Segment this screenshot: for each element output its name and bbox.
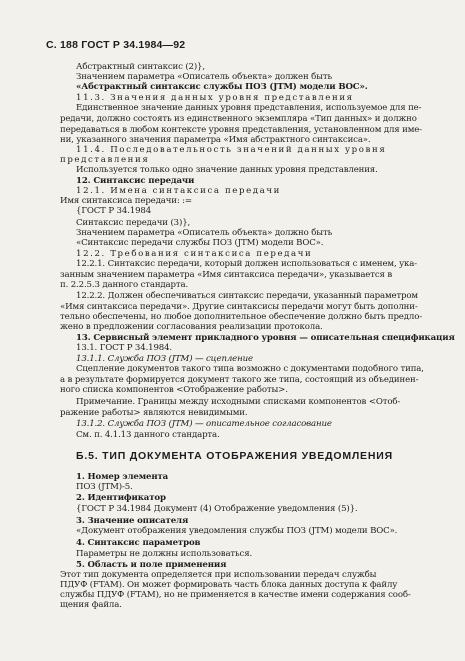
note-line: ражение работы> являются невидимыми. bbox=[60, 408, 248, 418]
subsection-heading: 11.4. Последовательность значений данных уровня bbox=[76, 145, 387, 155]
text-line: ПОЗ (JTM)-5. bbox=[76, 482, 133, 492]
subsection-heading: 11.3. Значения данных уровня представления bbox=[76, 93, 354, 103]
appendix-section-heading: Б.5. ТИП ДОКУМЕНТА ОТОБРАЖЕНИЯ УВЕДОМЛЕНИЯ bbox=[76, 450, 393, 462]
text-line: Значением параметра «Описатель объекта» должно быть bbox=[76, 228, 333, 238]
text-line: 12.2.2. Должен обеспечиваться синтаксис передачи, указанный параметром bbox=[76, 291, 418, 301]
page-header: С. 188 ГОСТ Р 34.1984—92 bbox=[46, 39, 186, 51]
text-line: «Синтаксис передачи службы ПОЗ (JTM) модели ВОС». bbox=[76, 238, 324, 248]
item-heading: 3. Значение описателя bbox=[76, 516, 189, 526]
text-line: Сцепление документов такого типа возможно с документами подобного типа, bbox=[76, 364, 424, 374]
subsection-heading: 13.1.2. Служба ПОЗ (JTM) — описательное согласование bbox=[76, 419, 332, 429]
text-line: См. п. 4.1.13 данного стандарта. bbox=[76, 430, 220, 440]
text-line: ПДУФ (FTAM). Он может формировать часть блока данных доступа к файлу bbox=[60, 580, 398, 590]
text-line: Имя синтаксиса передачи: := bbox=[60, 196, 192, 206]
text-line: 13.1. ГОСТ Р 34.1984. bbox=[76, 343, 173, 353]
text-line: Синтаксис передачи (3)}, bbox=[76, 218, 191, 228]
text-line: {ГОСТ Р 34.1984 Документ (4) Отображение уведомления (5)}. bbox=[76, 504, 358, 514]
section-heading: 13. Сервисный элемент прикладного уровня — описательная спецификация bbox=[76, 333, 455, 343]
text-line: ного списка компонентов <Отображение работы>. bbox=[60, 385, 288, 395]
section-heading: 12. Синтаксис передачи bbox=[76, 176, 195, 186]
item-heading: 1. Номер элемента bbox=[76, 472, 169, 482]
subsection-heading: 13.1.1. Служба ПОЗ (JTM) — сцепление bbox=[76, 354, 253, 364]
text-line: «Имя синтаксиса передачи». Другие синтаксисы передачи могут быть дополни- bbox=[60, 302, 418, 312]
text-line: службы ПДУФ (FTAM), но не применяется в качестве имени содержания сооб- bbox=[60, 590, 411, 600]
text-line: Абстрактный синтаксис (2)}, bbox=[76, 62, 205, 72]
text-line: передаваться в любом контексте уровня представления, установленном для име- bbox=[60, 125, 422, 135]
text-line: «Документ отображения уведомления службы ПОЗ (JTM) модели ВОС». bbox=[76, 526, 398, 536]
text-line: Единственное значение данных уровня представления, используемое для пе- bbox=[76, 103, 422, 113]
text-line: Параметры не должны использоваться. bbox=[76, 549, 253, 559]
text-line: Используется только одно значение данных уровня представления. bbox=[76, 165, 378, 175]
text-line: а в результате формируется документ такого же типа, состоящий из объединен- bbox=[60, 375, 419, 385]
text-line: п. 2.2.5.3 данного стандарта. bbox=[60, 280, 189, 290]
text-line: 12.2.1. Синтаксис передачи, который должен использоваться с именем, ука- bbox=[76, 259, 417, 269]
item-heading: 4. Синтаксис параметров bbox=[76, 538, 201, 548]
subsection-heading: 12.2. Требования синтаксиса передачи bbox=[76, 249, 313, 259]
item-heading: 2. Идентификатор bbox=[76, 493, 166, 503]
text-line: «Абстрактный синтаксис службы ПОЗ (JTM) модели ВОС». bbox=[76, 82, 368, 92]
text-line: ни, указанного значения параметра «Имя абстрактного синтаксиса». bbox=[60, 135, 371, 145]
note-line: Примечание. Границы между исходными списками компонентов <Отоб- bbox=[76, 397, 401, 407]
text-line: {ГОСТ Р 34.1984 bbox=[76, 206, 152, 216]
text-line: тельно обеспечены, но любое дополнительное обеспечение должно быть предло- bbox=[60, 312, 422, 322]
text-line: редачи, должно состоять из единственного экземпляра «Тип данных» и должно bbox=[60, 114, 417, 124]
text-line: щения файла. bbox=[60, 600, 122, 610]
item-heading: 5. Область и поле применения bbox=[76, 560, 227, 570]
text-line: Значением параметра «Описатель объекта» должен быть bbox=[76, 72, 333, 82]
subsection-heading: представления bbox=[60, 155, 150, 165]
text-line: занным значением параметра «Имя синтаксиса передачи», указывается в bbox=[60, 270, 393, 280]
text-line: Этот тип документа определяется при использовании передач службы bbox=[60, 570, 377, 580]
subsection-heading: 12.1. Имена синтаксиса передачи bbox=[76, 186, 281, 196]
text-line: жено в предложении согласования реализации протокола. bbox=[60, 322, 323, 332]
